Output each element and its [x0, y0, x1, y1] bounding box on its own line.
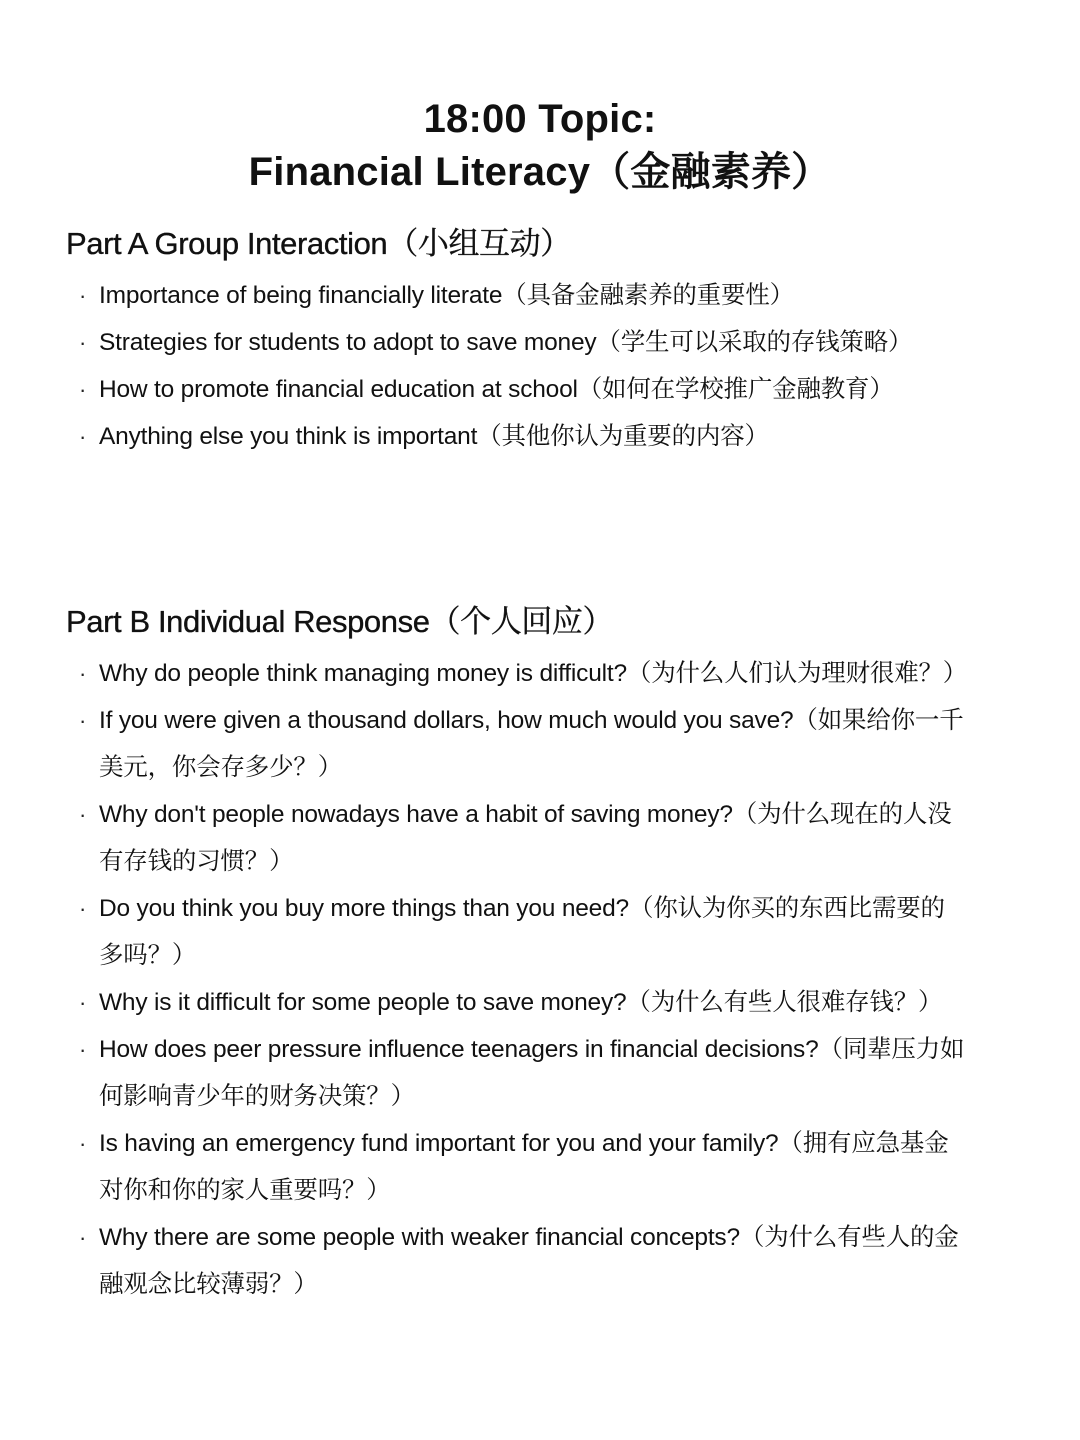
list-item-text: Why is it difficult for some people to save money?（为什么有些人很难存钱？）	[99, 989, 943, 1016]
bullet-dot-icon: ·	[79, 708, 87, 733]
title-line-2: Financial Literacy（金融素养）	[248, 149, 832, 194]
part-b-heading: Part B Individual Response（个人回应）	[66, 604, 614, 639]
page-title	[0, 93, 1080, 199]
list-item	[66, 791, 986, 885]
bullet-dot-icon: ·	[79, 896, 87, 921]
list-item-text: Why don't people nowadays have a habit of saving money?（为什么现在的人没有存钱的习惯？）	[99, 801, 952, 875]
list-item-text: Is having an emergency fund important for you and your family?（拥有应急基金对你和你的家人重要吗？）	[99, 1130, 949, 1204]
list-item	[66, 1026, 986, 1120]
bullet-dot-icon: ·	[79, 802, 87, 827]
bullet-dot-icon: ·	[79, 1131, 87, 1156]
list-item	[66, 366, 986, 413]
list-item	[66, 1120, 986, 1214]
bullet-dot-icon: ·	[79, 283, 87, 308]
list-item	[66, 697, 986, 791]
list-item	[66, 979, 986, 1026]
list-item-text: If you were given a thousand dollars, how much would you save?（如果给你一千美元，你会存多少？）	[99, 707, 964, 781]
bullet-dot-icon: ·	[79, 330, 87, 355]
bullet-dot-icon: ·	[79, 1037, 87, 1062]
list-item-text: Do you think you buy more things than you need?（你认为你买的东西比需要的多吗？）	[99, 895, 945, 969]
list-item	[66, 1214, 986, 1308]
part-b-list	[66, 650, 986, 1308]
bullet-dot-icon: ·	[79, 990, 87, 1015]
part-a-list	[66, 272, 986, 460]
bullet-dot-icon: ·	[79, 661, 87, 686]
list-item-text: Strategies for students to adopt to save money（学生可以采取的存钱策略）	[99, 329, 913, 356]
list-item	[66, 272, 986, 319]
part-b-section	[66, 600, 986, 1308]
list-item-text: How does peer pressure influence teenagers in financial decisions?（同辈压力如何影响青少年的财务决策？）	[99, 1036, 965, 1110]
list-item-text: Anything else you think is important（其他你认为重要的内容）	[99, 423, 769, 450]
bullet-dot-icon: ·	[79, 377, 87, 402]
list-item-text: Why do people think managing money is difficult?（为什么人们认为理财很难？）	[99, 660, 968, 687]
part-a-section	[66, 222, 986, 460]
bullet-dot-icon: ·	[79, 424, 87, 449]
part-a-heading: Part A Group Interaction（小组互动）	[66, 226, 571, 261]
title-line-1: 18:00 Topic:	[423, 96, 657, 141]
bullet-dot-icon: ·	[79, 1225, 87, 1250]
list-item	[66, 413, 986, 460]
list-item	[66, 319, 986, 366]
list-item-text: Importance of being financially literate（具备金融素养的重要性）	[99, 282, 794, 309]
list-item	[66, 650, 986, 697]
list-item	[66, 885, 986, 979]
list-item-text: Why there are some people with weaker financial concepts?（为什么有些人的金融观念比较薄弱？）	[99, 1224, 959, 1298]
list-item-text: How to promote financial education at school（如何在学校推广金融教育）	[99, 376, 894, 403]
